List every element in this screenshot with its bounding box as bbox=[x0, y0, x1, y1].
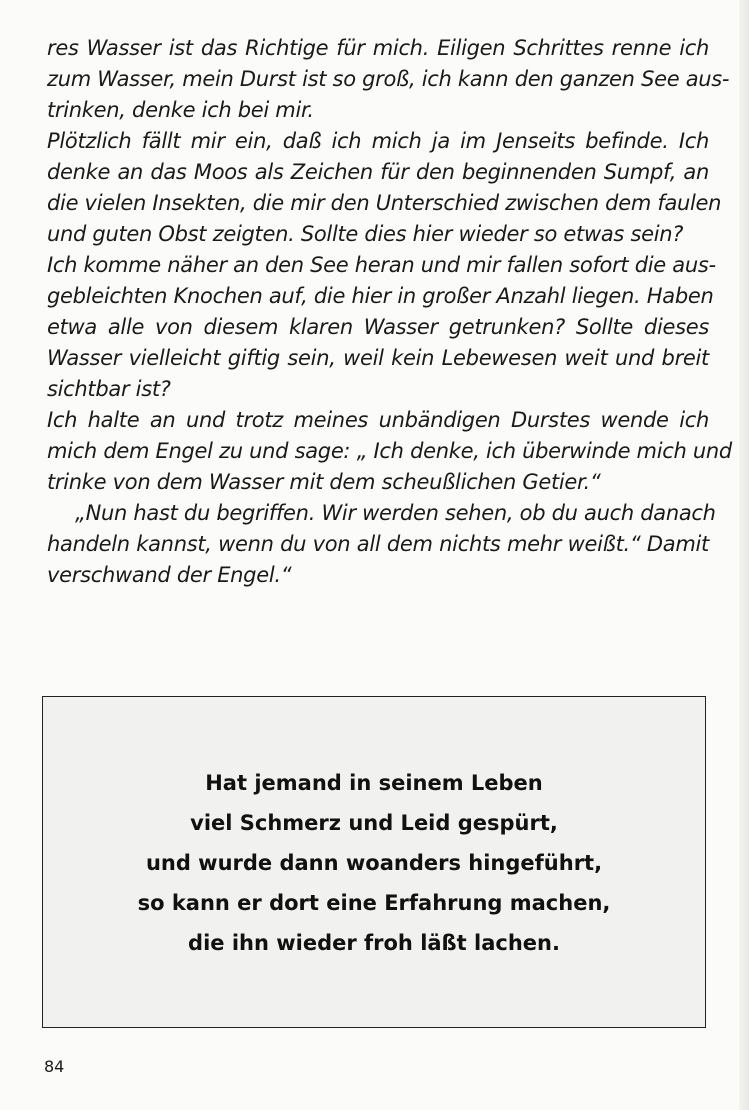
text-line: denke an das Moos als Zeichen für den beginnenden Sumpf, an bbox=[47, 160, 709, 184]
page-number: 84 bbox=[44, 1057, 65, 1076]
text-line: Plötzlich fällt mir ein, daß ich mich ja im Jenseits befinde. Ich bbox=[47, 129, 709, 153]
body-text bbox=[47, 33, 732, 591]
text-line: gebleichten Knochen auf, die hier in großer Anzahl liegen. Haben bbox=[47, 284, 714, 308]
text-line: sichtbar ist? bbox=[47, 377, 171, 401]
poem-line: viel Schmerz und Leid gespürt, bbox=[190, 811, 558, 835]
text-line: res Wasser ist das Richtige für mich. Eiligen Schrittes renne ich bbox=[47, 36, 709, 60]
poem-line: die ihn wieder froh läßt lachen. bbox=[188, 931, 560, 955]
text-line: Ich komme näher an den See heran und mir fallen sofort die aus- bbox=[47, 253, 716, 277]
text-line: etwa alle von diesem klaren Wasser getrunken? Sollte dieses bbox=[47, 315, 709, 339]
text-line: trinke von dem Wasser mit dem scheußlichen Getier.“ bbox=[47, 470, 601, 494]
poem bbox=[43, 763, 705, 963]
text-line: handeln kannst, wenn du von all dem nichts mehr weißt.“ Damit bbox=[47, 532, 709, 556]
poem-line: Hat jemand in seinem Leben bbox=[205, 771, 543, 795]
poem-line: und wurde dann woanders hingeführt, bbox=[145, 851, 603, 875]
poem-box bbox=[42, 696, 706, 1028]
text-line: verschwand der Engel.“ bbox=[47, 563, 292, 587]
text-line: Wasser vielleicht giftig sein, weil kein Lebewesen weit und breit bbox=[47, 346, 709, 370]
text-line: die vielen Insekten, die mir den Unterschied zwischen dem faulen bbox=[47, 191, 722, 215]
text-line: zum Wasser, mein Durst ist so groß, ich kann den ganzen See aus- bbox=[47, 67, 730, 91]
text-line: und guten Obst zeigten. Sollte dies hier wieder so etwas sein? bbox=[47, 222, 684, 246]
text-line: „Nun hast du begriffen. Wir werden sehen, ob du auch danach bbox=[75, 501, 716, 525]
text-line: trinken, denke ich bei mir. bbox=[47, 98, 314, 122]
text-line: mich dem Engel zu und sage: „ Ich denke, ich überwinde mich und bbox=[47, 439, 732, 463]
text-line: Ich halte an und trotz meines unbändigen Durstes wende ich bbox=[47, 408, 709, 432]
page-edge bbox=[739, 0, 749, 1110]
poem-line: so kann er dort eine Erfahrung machen, bbox=[137, 891, 611, 915]
